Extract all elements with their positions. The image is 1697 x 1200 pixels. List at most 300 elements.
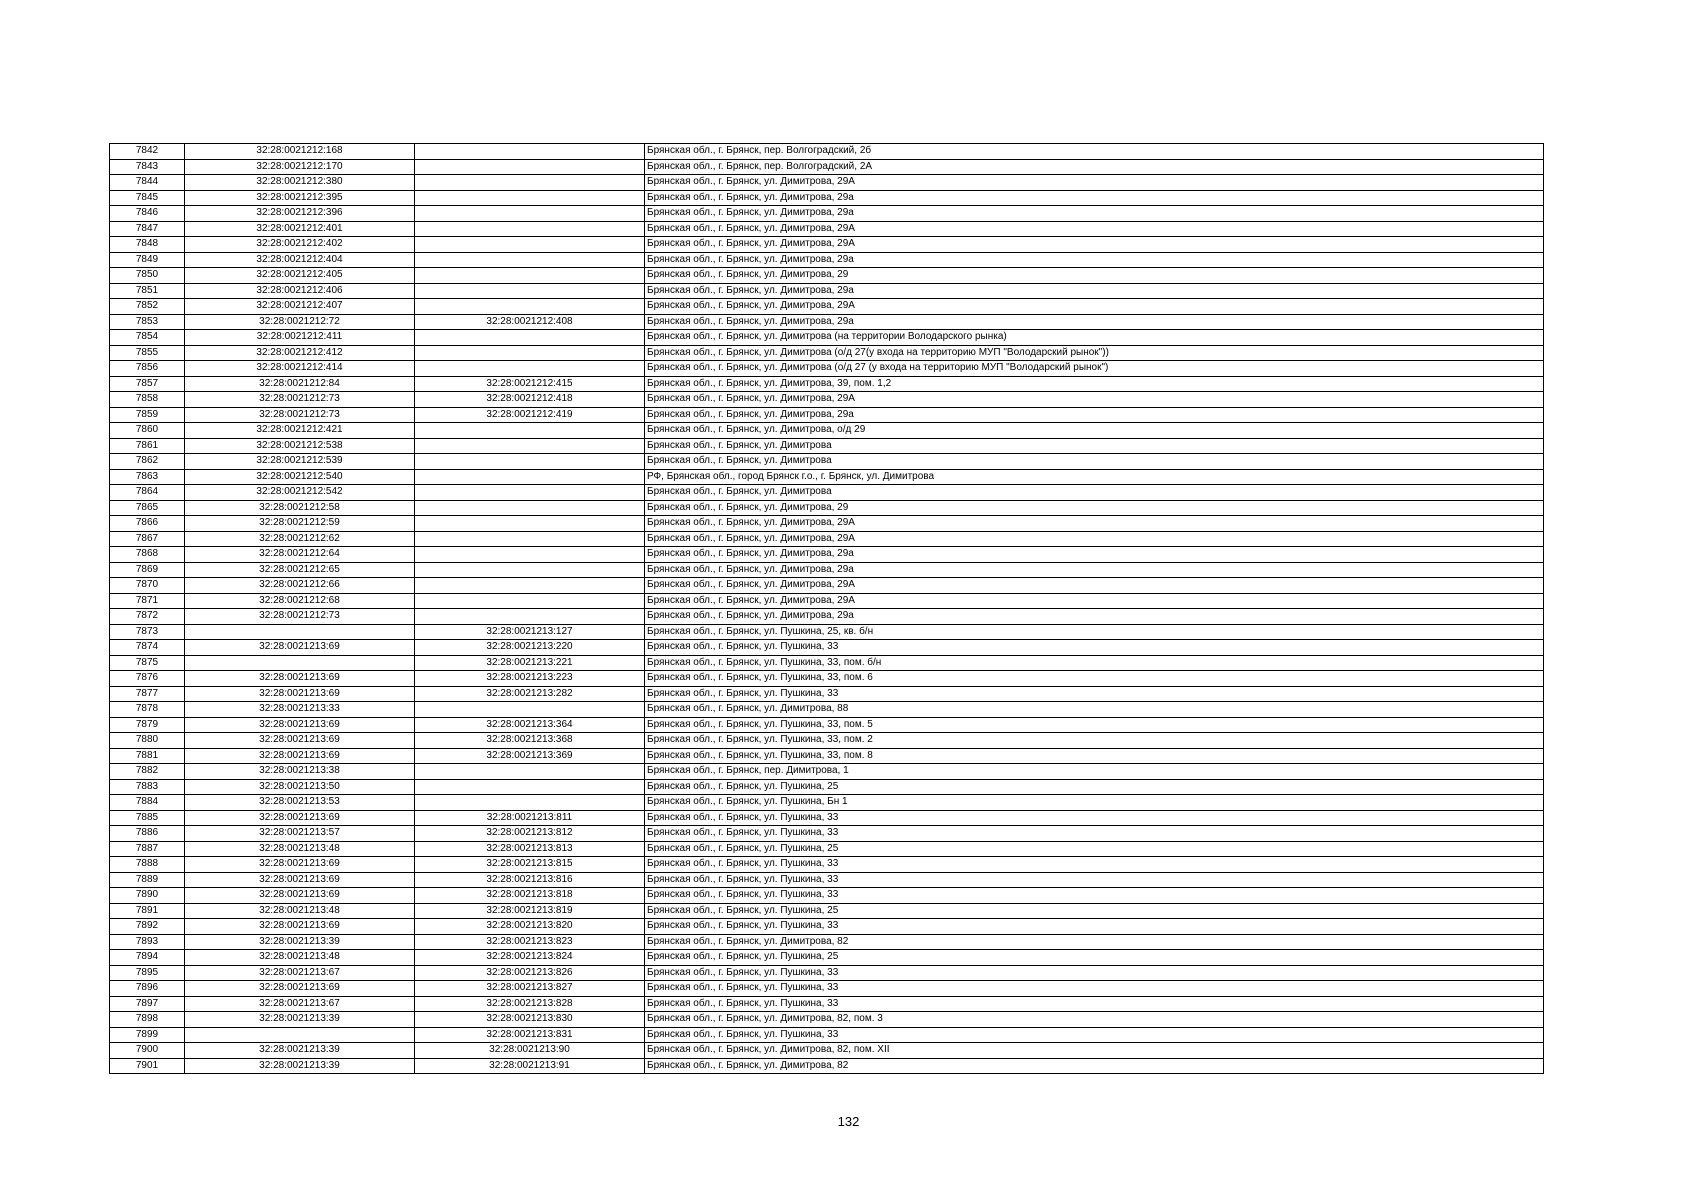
address-cell: Брянская обл., г. Брянск, ул. Димитрова, 29А [645,578,1544,594]
address-cell: Брянская обл., г. Брянск, ул. Пушкина, 33 [645,981,1544,997]
table-row [110,531,1544,547]
address-cell: Брянская обл., г. Брянск, ул. Димитрова, 29а [645,547,1544,563]
sub-cadastral-number-cell [415,500,645,516]
sub-cadastral-number-cell: 32:28:0021213:823 [415,934,645,950]
table-row [110,221,1544,237]
table-row [110,671,1544,687]
address-cell: Брянская обл., г. Брянск, ул. Пушкина, 33, пом. б/н [645,655,1544,671]
table-row [110,934,1544,950]
row-number-cell: 7844 [110,175,185,191]
sub-cadastral-number-cell: 32:28:0021213:221 [415,655,645,671]
sub-cadastral-number-cell: 32:28:0021213:819 [415,903,645,919]
row-number-cell: 7892 [110,919,185,935]
cadastral-number-cell: 32:28:0021213:69 [185,810,415,826]
address-cell: Брянская обл., г. Брянск, пер. Волгоградский, 2б [645,144,1544,160]
cadastral-number-cell: 32:28:0021213:69 [185,671,415,687]
cadastral-number-cell: 32:28:0021212:73 [185,392,415,408]
table-row [110,1012,1544,1028]
table-row [110,361,1544,377]
table-row [110,655,1544,671]
sub-cadastral-number-cell: 32:28:0021212:415 [415,376,645,392]
row-number-cell: 7845 [110,190,185,206]
table-row [110,624,1544,640]
sub-cadastral-number-cell [415,423,645,439]
address-cell: Брянская обл., г. Брянск, ул. Димитрова, 29А [645,516,1544,532]
sub-cadastral-number-cell [415,485,645,501]
row-number-cell: 7843 [110,159,185,175]
sub-cadastral-number-cell [415,469,645,485]
cadastral-number-cell: 32:28:0021213:48 [185,950,415,966]
table-row [110,283,1544,299]
row-number-cell: 7872 [110,609,185,625]
row-number-cell: 7842 [110,144,185,160]
address-cell: Брянская обл., г. Брянск, ул. Димитрова, 29а [645,562,1544,578]
address-cell: Брянская обл., г. Брянск, ул. Димитрова (на территории Володарского рынка) [645,330,1544,346]
address-cell: Брянская обл., г. Брянск, ул. Пушкина, 33 [645,686,1544,702]
cadastral-number-cell: 32:28:0021212:62 [185,531,415,547]
sub-cadastral-number-cell [415,268,645,284]
row-number-cell: 7874 [110,640,185,656]
sub-cadastral-number-cell: 32:28:0021213:815 [415,857,645,873]
table-row [110,950,1544,966]
address-cell: Брянская обл., г. Брянск, ул. Пушкина, 33 [645,857,1544,873]
cadastral-number-cell: 32:28:0021213:48 [185,841,415,857]
table-row [110,857,1544,873]
row-number-cell: 7877 [110,686,185,702]
row-number-cell: 7846 [110,206,185,222]
address-cell: Брянская обл., г. Брянск, ул. Димитрова, 29 [645,500,1544,516]
table-row [110,190,1544,206]
cadastral-number-cell [185,655,415,671]
address-cell: Брянская обл., г. Брянск, ул. Димитрова [645,438,1544,454]
cadastral-number-cell: 32:28:0021212:402 [185,237,415,253]
table-row [110,159,1544,175]
cadastral-number-cell: 32:28:0021213:48 [185,903,415,919]
sub-cadastral-number-cell: 32:28:0021213:127 [415,624,645,640]
row-number-cell: 7847 [110,221,185,237]
address-cell: Брянская обл., г. Брянск, ул. Пушкина, 33 [645,919,1544,935]
row-number-cell: 7870 [110,578,185,594]
cadastral-number-cell: 32:28:0021213:69 [185,857,415,873]
cadastral-number-cell: 32:28:0021212:168 [185,144,415,160]
cadastral-number-cell: 32:28:0021213:67 [185,996,415,1012]
sub-cadastral-number-cell [415,252,645,268]
table-row [110,1043,1544,1059]
table-row [110,485,1544,501]
row-number-cell: 7856 [110,361,185,377]
sub-cadastral-number-cell [415,345,645,361]
cadastral-number-cell: 32:28:0021212:411 [185,330,415,346]
table-row [110,888,1544,904]
address-cell: Брянская обл., г. Брянск, ул. Димитрова, 29а [645,283,1544,299]
sub-cadastral-number-cell [415,361,645,377]
address-cell: Брянская обл., г. Брянск, ул. Димитрова, 82 [645,1058,1544,1074]
page-number: 132 [837,1114,860,1129]
row-number-cell: 7862 [110,454,185,470]
table-row [110,469,1544,485]
address-cell: Брянская обл., г. Брянск, ул. Димитрова, 29а [645,609,1544,625]
row-number-cell: 7880 [110,733,185,749]
address-cell: Брянская обл., г. Брянск, ул. Пушкина, 33, пом. 8 [645,748,1544,764]
sub-cadastral-number-cell: 32:28:0021213:282 [415,686,645,702]
address-cell: Брянская обл., г. Брянск, ул. Пушкина, 33 [645,965,1544,981]
address-cell: Брянская обл., г. Брянск, ул. Димитрова, 39, пом. 1,2 [645,376,1544,392]
sub-cadastral-number-cell: 32:28:0021212:419 [415,407,645,423]
cadastral-number-cell: 32:28:0021212:72 [185,314,415,330]
sub-cadastral-number-cell [415,609,645,625]
sub-cadastral-number-cell [415,144,645,160]
address-cell: Брянская обл., г. Брянск, ул. Димитрова, 29а [645,407,1544,423]
row-number-cell: 7875 [110,655,185,671]
row-number-cell: 7879 [110,717,185,733]
table-row [110,733,1544,749]
row-number-cell: 7885 [110,810,185,826]
row-number-cell: 7888 [110,857,185,873]
row-number-cell: 7855 [110,345,185,361]
row-number-cell: 7850 [110,268,185,284]
row-number-cell: 7900 [110,1043,185,1059]
registry-table-body [110,144,1544,1074]
table-row [110,764,1544,780]
address-cell: Брянская обл., г. Брянск, ул. Пушкина, 33, пом. 5 [645,717,1544,733]
sub-cadastral-number-cell [415,221,645,237]
sub-cadastral-number-cell [415,702,645,718]
sub-cadastral-number-cell: 32:28:0021213:812 [415,826,645,842]
sub-cadastral-number-cell: 32:28:0021213:364 [415,717,645,733]
cadastral-number-cell: 32:28:0021213:69 [185,640,415,656]
sub-cadastral-number-cell [415,438,645,454]
table-row [110,996,1544,1012]
table-row [110,748,1544,764]
row-number-cell: 7853 [110,314,185,330]
sub-cadastral-number-cell: 32:28:0021213:91 [415,1058,645,1074]
row-number-cell: 7868 [110,547,185,563]
sub-cadastral-number-cell: 32:28:0021213:220 [415,640,645,656]
cadastral-number-cell: 32:28:0021212:395 [185,190,415,206]
sub-cadastral-number-cell: 32:28:0021212:418 [415,392,645,408]
cadastral-number-cell: 32:28:0021213:33 [185,702,415,718]
address-cell: Брянская обл., г. Брянск, ул. Димитрова, 29а [645,190,1544,206]
table-row [110,1027,1544,1043]
row-number-cell: 7884 [110,795,185,811]
row-number-cell: 7873 [110,624,185,640]
sub-cadastral-number-cell [415,206,645,222]
sub-cadastral-number-cell [415,159,645,175]
row-number-cell: 7871 [110,593,185,609]
sub-cadastral-number-cell: 32:28:0021213:816 [415,872,645,888]
table-row [110,314,1544,330]
cadastral-number-cell: 32:28:0021212:404 [185,252,415,268]
table-row [110,795,1544,811]
sub-cadastral-number-cell [415,330,645,346]
cadastral-number-cell: 32:28:0021212:65 [185,562,415,578]
row-number-cell: 7849 [110,252,185,268]
row-number-cell: 7852 [110,299,185,315]
cadastral-number-cell: 32:28:0021213:69 [185,919,415,935]
cadastral-number-cell: 32:28:0021212:84 [185,376,415,392]
address-cell: Брянская обл., г. Брянск, ул. Димитрова, 29А [645,593,1544,609]
row-number-cell: 7894 [110,950,185,966]
row-number-cell: 7878 [110,702,185,718]
address-cell: Брянская обл., г. Брянск, ул. Пушкина, 25 [645,841,1544,857]
table-row [110,438,1544,454]
table-row [110,702,1544,718]
address-cell: Брянская обл., г. Брянск, ул. Пушкина, 33 [645,1027,1544,1043]
cadastral-number-cell: 32:28:0021213:39 [185,1012,415,1028]
sub-cadastral-number-cell: 32:28:0021213:223 [415,671,645,687]
row-number-cell: 7865 [110,500,185,516]
sub-cadastral-number-cell [415,593,645,609]
table-row [110,640,1544,656]
cadastral-number-cell [185,624,415,640]
cadastral-number-cell: 32:28:0021213:69 [185,888,415,904]
address-cell: Брянская обл., г. Брянск, ул. Пушкина, 33 [645,810,1544,826]
cadastral-number-cell: 32:28:0021212:396 [185,206,415,222]
row-number-cell: 7882 [110,764,185,780]
sub-cadastral-number-cell: 32:28:0021213:827 [415,981,645,997]
cadastral-number-cell: 32:28:0021213:57 [185,826,415,842]
address-cell: Брянская обл., г. Брянск, ул. Димитрова, 29а [645,252,1544,268]
row-number-cell: 7860 [110,423,185,439]
address-cell: Брянская обл., г. Брянск, ул. Пушкина, 33, пом. 6 [645,671,1544,687]
table-row [110,500,1544,516]
cadastral-number-cell: 32:28:0021213:38 [185,764,415,780]
sub-cadastral-number-cell [415,283,645,299]
sub-cadastral-number-cell [415,190,645,206]
cadastral-number-cell: 32:28:0021212:66 [185,578,415,594]
cadastral-number-cell [185,1027,415,1043]
cadastral-number-cell: 32:28:0021213:39 [185,1058,415,1074]
sub-cadastral-number-cell: 32:28:0021213:811 [415,810,645,826]
table-row [110,423,1544,439]
table-row [110,903,1544,919]
row-number-cell: 7859 [110,407,185,423]
cadastral-number-cell: 32:28:0021213:39 [185,934,415,950]
row-number-cell: 7898 [110,1012,185,1028]
address-cell: Брянская обл., г. Брянск, ул. Пушкина, 25 [645,950,1544,966]
sub-cadastral-number-cell: 32:28:0021213:828 [415,996,645,1012]
table-row [110,252,1544,268]
row-number-cell: 7897 [110,996,185,1012]
address-cell: Брянская обл., г. Брянск, ул. Пушкина, 33 [645,888,1544,904]
row-number-cell: 7901 [110,1058,185,1074]
address-cell: Брянская обл., г. Брянск, ул. Пушкина, 33 [645,872,1544,888]
table-row [110,407,1544,423]
cadastral-number-cell: 32:28:0021213:69 [185,733,415,749]
cadastral-number-cell: 32:28:0021213:69 [185,981,415,997]
sub-cadastral-number-cell: 32:28:0021213:369 [415,748,645,764]
row-number-cell: 7848 [110,237,185,253]
row-number-cell: 7893 [110,934,185,950]
sub-cadastral-number-cell: 32:28:0021212:408 [415,314,645,330]
address-cell: Брянская обл., г. Брянск, ул. Димитрова [645,454,1544,470]
row-number-cell: 7869 [110,562,185,578]
cadastral-number-cell: 32:28:0021213:69 [185,748,415,764]
cadastral-number-cell: 32:28:0021212:68 [185,593,415,609]
cadastral-number-cell: 32:28:0021212:73 [185,609,415,625]
cadastral-number-cell: 32:28:0021213:69 [185,717,415,733]
table-row [110,919,1544,935]
address-cell: Брянская обл., г. Брянск, ул. Димитрова, 82 [645,934,1544,950]
sub-cadastral-number-cell: 32:28:0021213:368 [415,733,645,749]
table-row [110,345,1544,361]
address-cell: Брянская обл., г. Брянск, ул. Димитрова, 88 [645,702,1544,718]
row-number-cell: 7864 [110,485,185,501]
cadastral-number-cell: 32:28:0021212:59 [185,516,415,532]
address-cell: Брянская обл., г. Брянск, ул. Димитрова, 29А [645,221,1544,237]
address-cell: Брянская обл., г. Брянск, ул. Пушкина, 33, пом. 2 [645,733,1544,749]
address-cell: Брянская обл., г. Брянск, ул. Димитрова, 29а [645,206,1544,222]
address-cell: Брянская обл., г. Брянск, ул. Пушкина, 33 [645,826,1544,842]
table-row [110,593,1544,609]
cadastral-number-cell: 32:28:0021212:414 [185,361,415,377]
cadastral-number-cell: 32:28:0021213:67 [185,965,415,981]
address-cell: Брянская обл., г. Брянск, ул. Димитрова, 29А [645,531,1544,547]
table-row [110,810,1544,826]
row-number-cell: 7863 [110,469,185,485]
sub-cadastral-number-cell: 32:28:0021213:831 [415,1027,645,1043]
sub-cadastral-number-cell [415,299,645,315]
table-row [110,841,1544,857]
sub-cadastral-number-cell [415,516,645,532]
address-cell: Брянская обл., г. Брянск, ул. Димитрова, 29а [645,314,1544,330]
cadastral-number-cell: 32:28:0021212:73 [185,407,415,423]
sub-cadastral-number-cell [415,175,645,191]
row-number-cell: 7899 [110,1027,185,1043]
cadastral-number-cell: 32:28:0021212:170 [185,159,415,175]
cadastral-number-cell: 32:28:0021212:405 [185,268,415,284]
cadastral-number-cell: 32:28:0021212:58 [185,500,415,516]
table-row [110,981,1544,997]
cadastral-number-cell: 32:28:0021212:540 [185,469,415,485]
table-row [110,454,1544,470]
sub-cadastral-number-cell [415,779,645,795]
address-cell: Брянская обл., г. Брянск, ул. Пушкина, 33 [645,996,1544,1012]
table-row [110,609,1544,625]
table-row [110,717,1544,733]
address-cell: Брянская обл., г. Брянск, ул. Пушкина, 25 [645,903,1544,919]
row-number-cell: 7889 [110,872,185,888]
row-number-cell: 7887 [110,841,185,857]
address-cell: Брянская обл., г. Брянск, пер. Димитрова, 1 [645,764,1544,780]
row-number-cell: 7857 [110,376,185,392]
cadastral-number-cell: 32:28:0021213:69 [185,872,415,888]
cadastral-number-cell: 32:28:0021212:538 [185,438,415,454]
cadastral-number-cell: 32:28:0021213:53 [185,795,415,811]
table-row [110,144,1544,160]
address-cell: Брянская обл., г. Брянск, ул. Димитрова, 29А [645,299,1544,315]
cadastral-number-cell: 32:28:0021212:421 [185,423,415,439]
row-number-cell: 7895 [110,965,185,981]
sub-cadastral-number-cell [415,237,645,253]
sub-cadastral-number-cell: 32:28:0021213:820 [415,919,645,935]
address-cell: Брянская обл., г. Брянск, ул. Димитрова, 29 [645,268,1544,284]
table-row [110,376,1544,392]
table-row [110,237,1544,253]
cadastral-number-cell: 32:28:0021213:69 [185,686,415,702]
row-number-cell: 7858 [110,392,185,408]
cadastral-number-cell: 32:28:0021212:64 [185,547,415,563]
address-cell: Брянская обл., г. Брянск, пер. Волгоградский, 2А [645,159,1544,175]
address-cell: Брянская обл., г. Брянск, ул. Пушкина, 33 [645,640,1544,656]
table-row [110,330,1544,346]
row-number-cell: 7881 [110,748,185,764]
cadastral-number-cell: 32:28:0021212:539 [185,454,415,470]
sub-cadastral-number-cell: 32:28:0021213:826 [415,965,645,981]
registry-table [109,143,1544,1074]
table-row [110,516,1544,532]
table-row [110,779,1544,795]
row-number-cell: 7867 [110,531,185,547]
table-row [110,547,1544,563]
cadastral-number-cell: 32:28:0021212:412 [185,345,415,361]
sub-cadastral-number-cell: 32:28:0021213:824 [415,950,645,966]
address-cell: Брянская обл., г. Брянск, ул. Димитрова (о/д 27 (у входа на территорию МУП "Володарский рынок") [645,361,1544,377]
address-cell: Брянская обл., г. Брянск, ул. Димитрова, 82, пом. XII [645,1043,1544,1059]
address-cell: Брянская обл., г. Брянск, ул. Пушкина, 25 [645,779,1544,795]
address-cell: Брянская обл., г. Брянск, ул. Пушкина, 25, кв. б/н [645,624,1544,640]
table-row [110,392,1544,408]
cadastral-number-cell: 32:28:0021212:380 [185,175,415,191]
table-row [110,578,1544,594]
sub-cadastral-number-cell: 32:28:0021213:813 [415,841,645,857]
row-number-cell: 7890 [110,888,185,904]
table-row [110,206,1544,222]
address-cell: Брянская обл., г. Брянск, ул. Пушкина, Бн 1 [645,795,1544,811]
sub-cadastral-number-cell [415,764,645,780]
row-number-cell: 7866 [110,516,185,532]
table-row [110,268,1544,284]
row-number-cell: 7886 [110,826,185,842]
sub-cadastral-number-cell [415,454,645,470]
table-row [110,686,1544,702]
sub-cadastral-number-cell: 32:28:0021213:830 [415,1012,645,1028]
address-cell: Брянская обл., г. Брянск, ул. Димитрова, 29А [645,175,1544,191]
cadastral-number-cell: 32:28:0021213:39 [185,1043,415,1059]
table-row [110,562,1544,578]
sub-cadastral-number-cell [415,562,645,578]
table-row [110,826,1544,842]
address-cell: Брянская обл., г. Брянск, ул. Димитрова, 29А [645,237,1544,253]
address-cell: Брянская обл., г. Брянск, ул. Димитрова, 82, пом. 3 [645,1012,1544,1028]
sub-cadastral-number-cell: 32:28:0021213:90 [415,1043,645,1059]
address-cell: РФ, Брянская обл., город Брянск г.о., г. Брянск, ул. Димитрова [645,469,1544,485]
row-number-cell: 7883 [110,779,185,795]
sub-cadastral-number-cell [415,795,645,811]
address-cell: Брянская обл., г. Брянск, ул. Димитрова [645,485,1544,501]
row-number-cell: 7861 [110,438,185,454]
address-cell: Брянская обл., г. Брянск, ул. Димитрова (о/д 27(у входа на территорию МУП "Володарский рынок")) [645,345,1544,361]
address-cell: Брянская обл., г. Брянск, ул. Димитрова, 29А [645,392,1544,408]
sub-cadastral-number-cell [415,547,645,563]
table-row [110,299,1544,315]
row-number-cell: 7891 [110,903,185,919]
cadastral-number-cell: 32:28:0021213:50 [185,779,415,795]
row-number-cell: 7876 [110,671,185,687]
table-row [110,965,1544,981]
cadastral-number-cell: 32:28:0021212:542 [185,485,415,501]
cadastral-number-cell: 32:28:0021212:406 [185,283,415,299]
cadastral-number-cell: 32:28:0021212:407 [185,299,415,315]
row-number-cell: 7896 [110,981,185,997]
row-number-cell: 7854 [110,330,185,346]
row-number-cell: 7851 [110,283,185,299]
address-cell: Брянская обл., г. Брянск, ул. Димитрова, о/д 29 [645,423,1544,439]
table-row [110,872,1544,888]
cadastral-number-cell: 32:28:0021212:401 [185,221,415,237]
sub-cadastral-number-cell [415,531,645,547]
table-row [110,1058,1544,1074]
